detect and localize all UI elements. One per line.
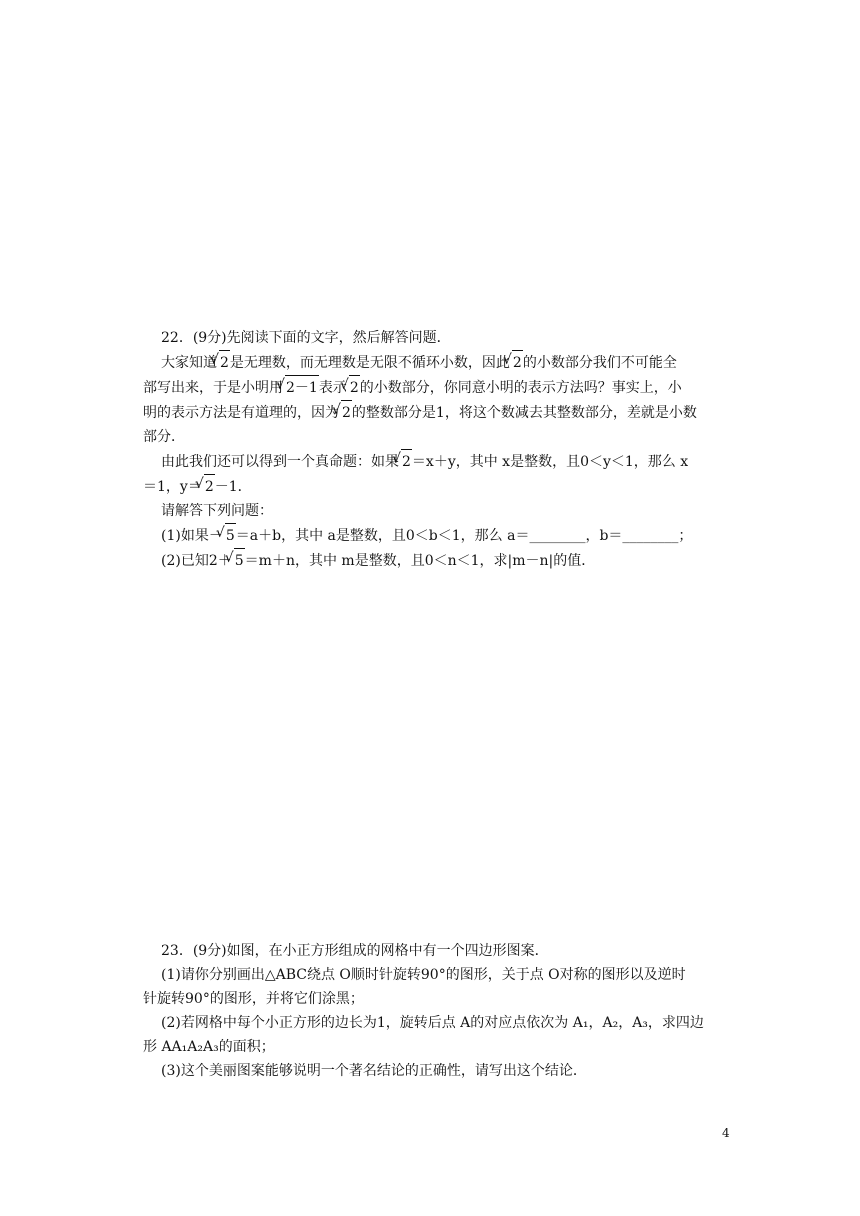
sqrt-2: √ 2 (401, 449, 412, 474)
sqrt-5: √ 5 (234, 548, 245, 573)
sqrt-2: √ 2 (204, 474, 215, 499)
q23-sub1-line2: 针旋转90°的图形，并将它们涂黑； (143, 991, 364, 1007)
q23-sub3: (3)这个美丽图案能够说明一个著名结论的正确性，请写出这个结论． (161, 1063, 587, 1079)
q22-para2-line1: 由此我们还可以得到一个真命题：如果√ 2＝x＋y，其中 x是整数，且0＜y＜1，那么 x (143, 449, 743, 474)
q23-header: 23．(9分)如图，在小正方形组成的网格中有一个四边形图案． (161, 943, 549, 959)
q23-sub2-line1: (2)若网格中每个小正方形的边长为1，旋转后点 A的对应点依次为 A₁，A₂，A₃，求四边 (161, 1015, 704, 1031)
sqrt-2-minus-1: √ 2－1 (285, 375, 319, 400)
sqrt-2: √ 2 (219, 350, 230, 375)
question-22 (143, 326, 743, 573)
q22-para2-line2: ＝1，y＝√ 2－1． (143, 474, 743, 499)
sqrt-2: √ 2 (341, 400, 352, 425)
q22-para1-line3: 明的表示方法是有道理的，因为√ 2的整数部分是1，将这个数减去其整数部分，差就是小数 (143, 400, 743, 425)
question-23 (143, 939, 743, 1083)
sqrt-2: √ 2 (349, 375, 360, 400)
q22-para1-line2: 部写出来，于是小明用√ 2－1表示√ 2的小数部分，你同意小明的表示方法吗？事实上，小 (143, 375, 743, 400)
q22-para1-line4: 部分． (143, 429, 185, 445)
q23-sub1-line1: (1)请你分别画出△ABC绕点 O顺时针旋转90°的图形，关于点 O对称的图形以及逆时 (161, 967, 686, 983)
q22-sub1: (1)如果－√ 5＝a＋b，其中 a是整数，且0＜b＜1，那么 a＝________，b＝________； (143, 523, 743, 548)
q22-para1-line1: 大家知道√ 2是无理数，而无理数是无限不循环小数，因此√ 2的小数部分我们不可能全 (143, 350, 743, 375)
sqrt-2: √ 2 (512, 350, 523, 375)
q23-sub2-line2: 形 AA₁A₂A₃的面积； (143, 1039, 275, 1055)
q22-prompt: 请解答下列问题： (161, 503, 273, 519)
sqrt-5: √ 5 (225, 523, 236, 548)
q22-header: 22．(9分)先阅读下面的文字，然后解答问题． (161, 330, 451, 346)
q22-sub2: (2)已知2＋√ 5＝m＋n，其中 m是整数，且0＜n＜1，求|m－n|的值． (143, 548, 743, 573)
page-number: 4 (722, 1126, 730, 1140)
